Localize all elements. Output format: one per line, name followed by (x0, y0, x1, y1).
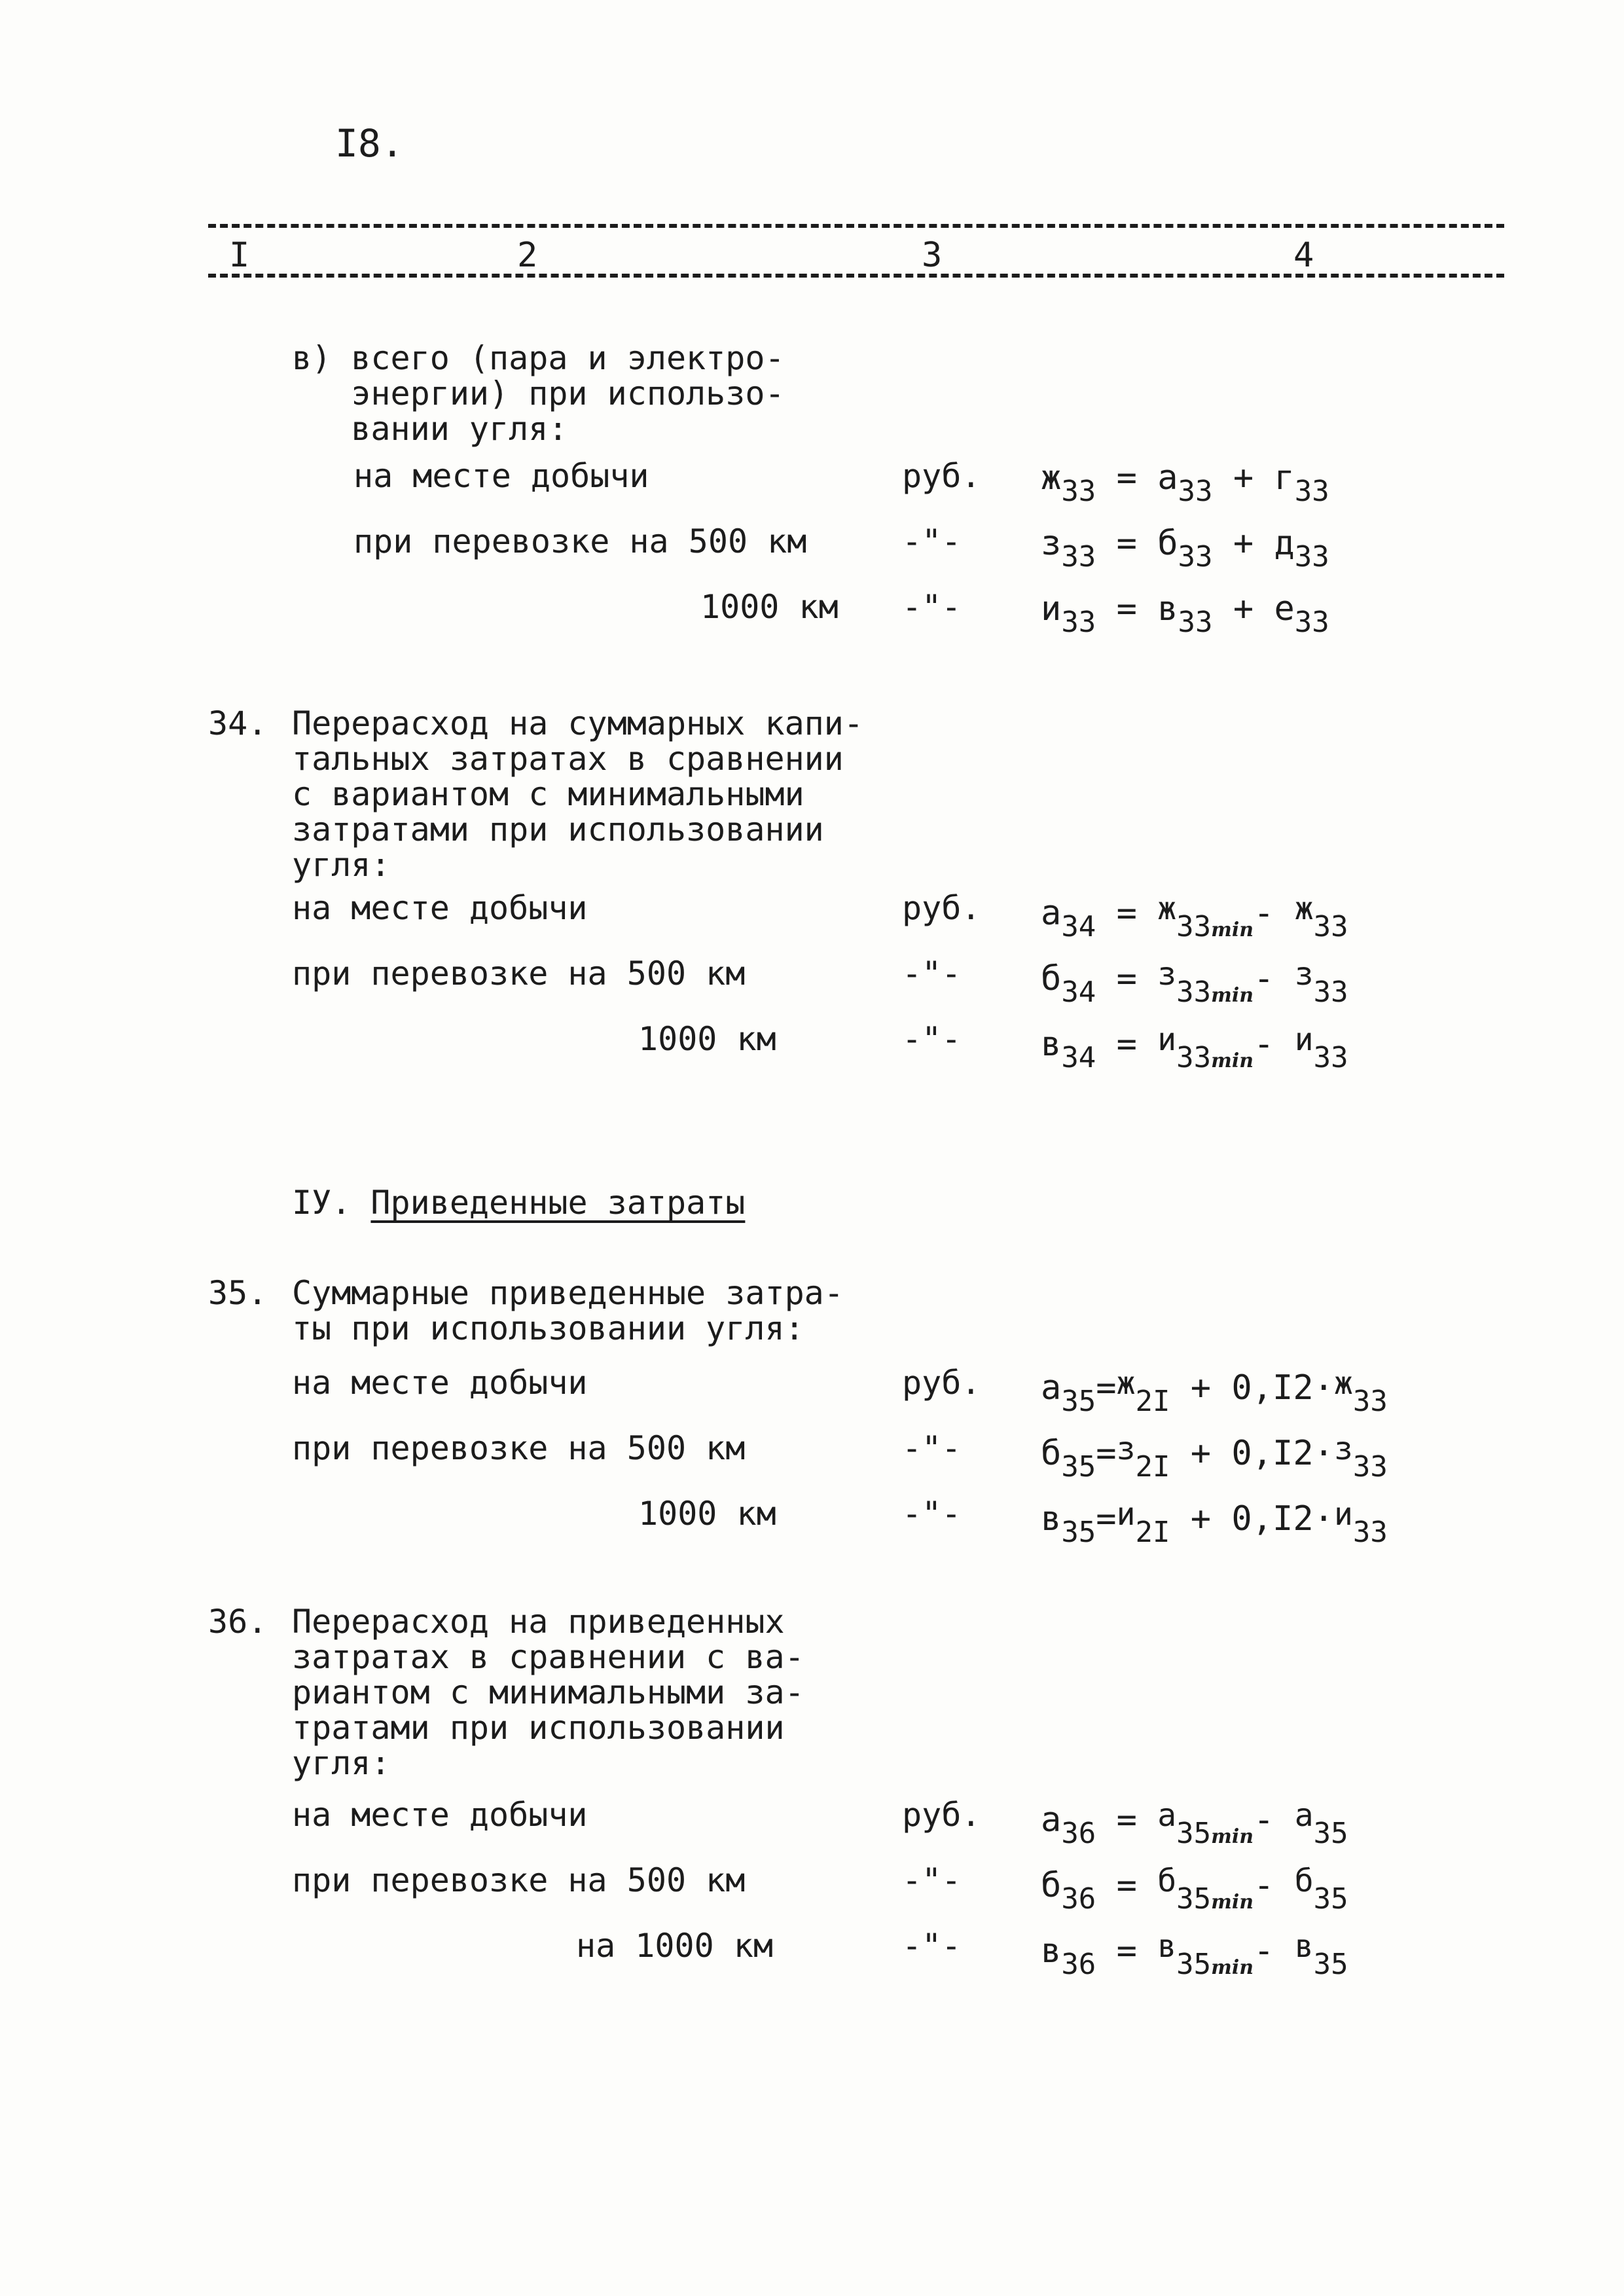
formula-operator: - (1254, 1931, 1295, 1971)
unit-cell: руб. (902, 1364, 981, 1402)
formula-subscript: 35 (1313, 1948, 1348, 1981)
unit-cell: руб. (902, 889, 981, 927)
row-label: на месте добычи (292, 1364, 588, 1402)
formula-term: в (1041, 1931, 1062, 1971)
item-36-title: Перерасход на приведенных затратах в сравнении с ва- риантом с минимальными за- тратами при использовании угля: (292, 1603, 804, 1782)
min-subscript: min (1211, 984, 1254, 1007)
formula-subscript: 33 (1294, 540, 1329, 574)
row-label: на 1000 км (576, 1927, 774, 1965)
formula-subscript: 33 (1061, 475, 1096, 508)
formula-term: ж (1157, 890, 1177, 927)
formula-term: в (1157, 1928, 1177, 1965)
column-number-2: 2 (517, 236, 538, 275)
formula-subscript: 33 (1061, 606, 1096, 639)
item-34-title: Перерасход на суммарных капи- тальных затратах в сравнении с вариантом с минимальными затратами при использовании угля: (292, 704, 863, 884)
formula-operator: - (1254, 1800, 1295, 1840)
column-number-1: I (229, 236, 250, 275)
formula-term: в (1157, 589, 1178, 629)
formula-subscript: 33 (1313, 910, 1348, 943)
formula-term: б (1294, 1863, 1314, 1899)
formula-term: в (1294, 1928, 1314, 1965)
formula-subscript: 34 (1061, 910, 1096, 943)
row-label: 1000 км (638, 1020, 776, 1058)
unit-cell: -"- (902, 1861, 962, 1899)
min-subscript: min (1211, 1049, 1254, 1072)
formula-operator: = (1096, 1931, 1158, 1971)
formula (1041, 1863, 1348, 1916)
formula (1041, 1021, 1348, 1074)
formula-subscript: 33 (1178, 540, 1213, 574)
column-number-4: 4 (1293, 236, 1314, 275)
formula-operator: = (1096, 894, 1158, 933)
formula-subscript: 33 (1352, 1516, 1388, 1549)
formula-term: г (1274, 458, 1295, 498)
section-title: Приведенные затраты (370, 1184, 746, 1222)
formula-subscript: 33 (1176, 1041, 1212, 1074)
formula (1041, 890, 1348, 943)
formula-operator: + 0,I2· (1170, 1499, 1334, 1539)
formula-subscript: 35 (1061, 1385, 1096, 1418)
formula-subscript: 35 (1176, 1948, 1212, 1981)
subsection-v-title: в) всего (пара и электро- энергии) при использо- вании угля: (292, 339, 785, 448)
formula (1041, 1797, 1348, 1850)
formula-operator: + (1212, 589, 1274, 629)
formula-subscript: 33 (1313, 1041, 1348, 1074)
section-heading (292, 1185, 745, 1220)
formula-term: ж (1041, 458, 1062, 498)
formula-term: д (1274, 524, 1295, 563)
formula-subscript: 33 (1313, 975, 1348, 1009)
formula-subscript: 35 (1176, 1817, 1212, 1850)
formula-subscript: 33 (1176, 975, 1212, 1009)
min-subscript: min (1211, 1891, 1254, 1914)
formula-operator: + (1212, 524, 1274, 563)
formula-term: е (1274, 589, 1295, 629)
formula (1041, 458, 1329, 508)
formula-subscript: 33 (1176, 910, 1212, 943)
formula-term: а (1157, 1797, 1177, 1834)
row-label: при перевозке на 500 км (292, 1429, 746, 1467)
formula-operator: = (1096, 1025, 1158, 1064)
formula-subscript: 35 (1061, 1516, 1096, 1549)
formula-term: и (1333, 1496, 1353, 1533)
min-subscript: min (1211, 1825, 1254, 1848)
formula-subscript: 36 (1061, 1948, 1096, 1981)
formula-subscript: 2I (1135, 1516, 1170, 1549)
unit-cell: руб. (902, 1796, 981, 1834)
formula-operator: = (1096, 1434, 1117, 1473)
row-label: при перевозке на 500 км (292, 955, 746, 993)
section-numeral: IУ. (292, 1184, 352, 1222)
formula (1041, 956, 1348, 1009)
min-subscript: min (1211, 919, 1254, 941)
formula (1041, 1928, 1348, 1981)
formula-term: з (1157, 956, 1177, 993)
formula-term: б (1041, 959, 1062, 998)
unit-cell: -"- (902, 588, 962, 626)
formula (1041, 1496, 1388, 1549)
formula-subscript: 33 (1294, 475, 1329, 508)
formula-subscript: 33 (1294, 606, 1329, 639)
row-label: 1000 км (638, 1495, 776, 1533)
unit-cell: -"- (902, 522, 962, 560)
formula-subscript: 33 (1352, 1385, 1388, 1418)
formula-subscript: 34 (1061, 975, 1096, 1009)
formula (1041, 1430, 1388, 1484)
formula-term: в (1041, 1499, 1062, 1539)
min-subscript: min (1211, 1956, 1254, 1979)
row-label: на месте добычи (292, 889, 588, 927)
formula-subscript: 33 (1178, 606, 1213, 639)
formula-operator: = (1096, 524, 1158, 563)
formula-operator: = (1096, 959, 1158, 998)
formula-term: з (1041, 524, 1062, 563)
formula-term: ж (1294, 890, 1314, 927)
unit-cell: -"- (902, 1927, 962, 1965)
formula-operator: + 0,I2· (1170, 1368, 1334, 1408)
unit-cell: -"- (902, 1020, 962, 1058)
formula-term: и (1116, 1496, 1136, 1533)
formula-operator: = (1096, 1866, 1158, 1905)
formula-term: б (1157, 1863, 1177, 1899)
formula-operator: + 0,I2· (1170, 1434, 1334, 1473)
formula-subscript: 35 (1313, 1882, 1348, 1916)
formula-operator: - (1254, 1866, 1295, 1905)
item-35-number: 35. (208, 1274, 268, 1312)
column-number-3: 3 (922, 236, 943, 275)
formula-term: а (1041, 894, 1062, 933)
formula-subscript: 35 (1313, 1817, 1348, 1850)
formula-term: ж (1333, 1365, 1353, 1402)
unit-cell: -"- (902, 1429, 962, 1467)
formula-term: а (1041, 1800, 1062, 1840)
formula-subscript: 2I (1135, 1385, 1170, 1418)
formula-operator: = (1096, 1499, 1117, 1539)
formula-subscript: 36 (1061, 1882, 1096, 1916)
formula-operator: = (1096, 1800, 1158, 1840)
row-label: при перевозке на 500 км (292, 1861, 746, 1899)
formula-subscript: 2I (1135, 1450, 1170, 1484)
row-label: 1000 км (700, 588, 839, 626)
formula-term: б (1041, 1434, 1062, 1473)
formula (1041, 1365, 1388, 1418)
page-number: I8. (335, 121, 404, 166)
formula-subscript: 33 (1352, 1450, 1388, 1484)
formula (1041, 589, 1329, 639)
formula-term: и (1041, 589, 1062, 629)
row-label: на месте добычи (292, 1796, 588, 1834)
formula-subscript: 34 (1061, 1041, 1096, 1074)
formula-term: в (1041, 1025, 1062, 1064)
formula-term: а (1157, 458, 1178, 498)
unit-cell: руб. (902, 457, 981, 495)
formula-term: з (1333, 1430, 1353, 1467)
formula-operator: + (1212, 458, 1274, 498)
unit-cell: -"- (902, 1495, 962, 1533)
formula-operator: - (1254, 959, 1295, 998)
formula-operator: = (1096, 1368, 1117, 1408)
formula-subscript: 33 (1178, 475, 1213, 508)
formula-term: з (1294, 956, 1314, 993)
header-top-rule (208, 224, 1504, 228)
formula-term: а (1041, 1368, 1062, 1408)
item-35-title: Суммарные приведенные затра- ты при использовании угля: (292, 1274, 844, 1347)
formula-subscript: 33 (1061, 540, 1096, 574)
item-34-number: 34. (208, 704, 268, 742)
formula-term: з (1116, 1430, 1136, 1467)
formula-term: б (1041, 1866, 1062, 1905)
formula-term: а (1294, 1797, 1314, 1834)
formula (1041, 524, 1329, 574)
formula-term: б (1157, 524, 1178, 563)
formula-subscript: 35 (1061, 1450, 1096, 1484)
formula-term: и (1294, 1021, 1314, 1058)
formula-term: ж (1116, 1365, 1136, 1402)
formula-term: и (1157, 1021, 1177, 1058)
formula-operator: = (1096, 458, 1158, 498)
formula-subscript: 36 (1061, 1817, 1096, 1850)
row-label: при перевозке на 500 км (353, 522, 807, 560)
formula-subscript: 35 (1176, 1882, 1212, 1916)
formula-operator: - (1254, 894, 1295, 933)
formula-operator: - (1254, 1025, 1295, 1064)
formula-operator: = (1096, 589, 1158, 629)
item-36-number: 36. (208, 1603, 268, 1641)
row-label: на месте добычи (353, 457, 649, 495)
unit-cell: -"- (902, 955, 962, 993)
